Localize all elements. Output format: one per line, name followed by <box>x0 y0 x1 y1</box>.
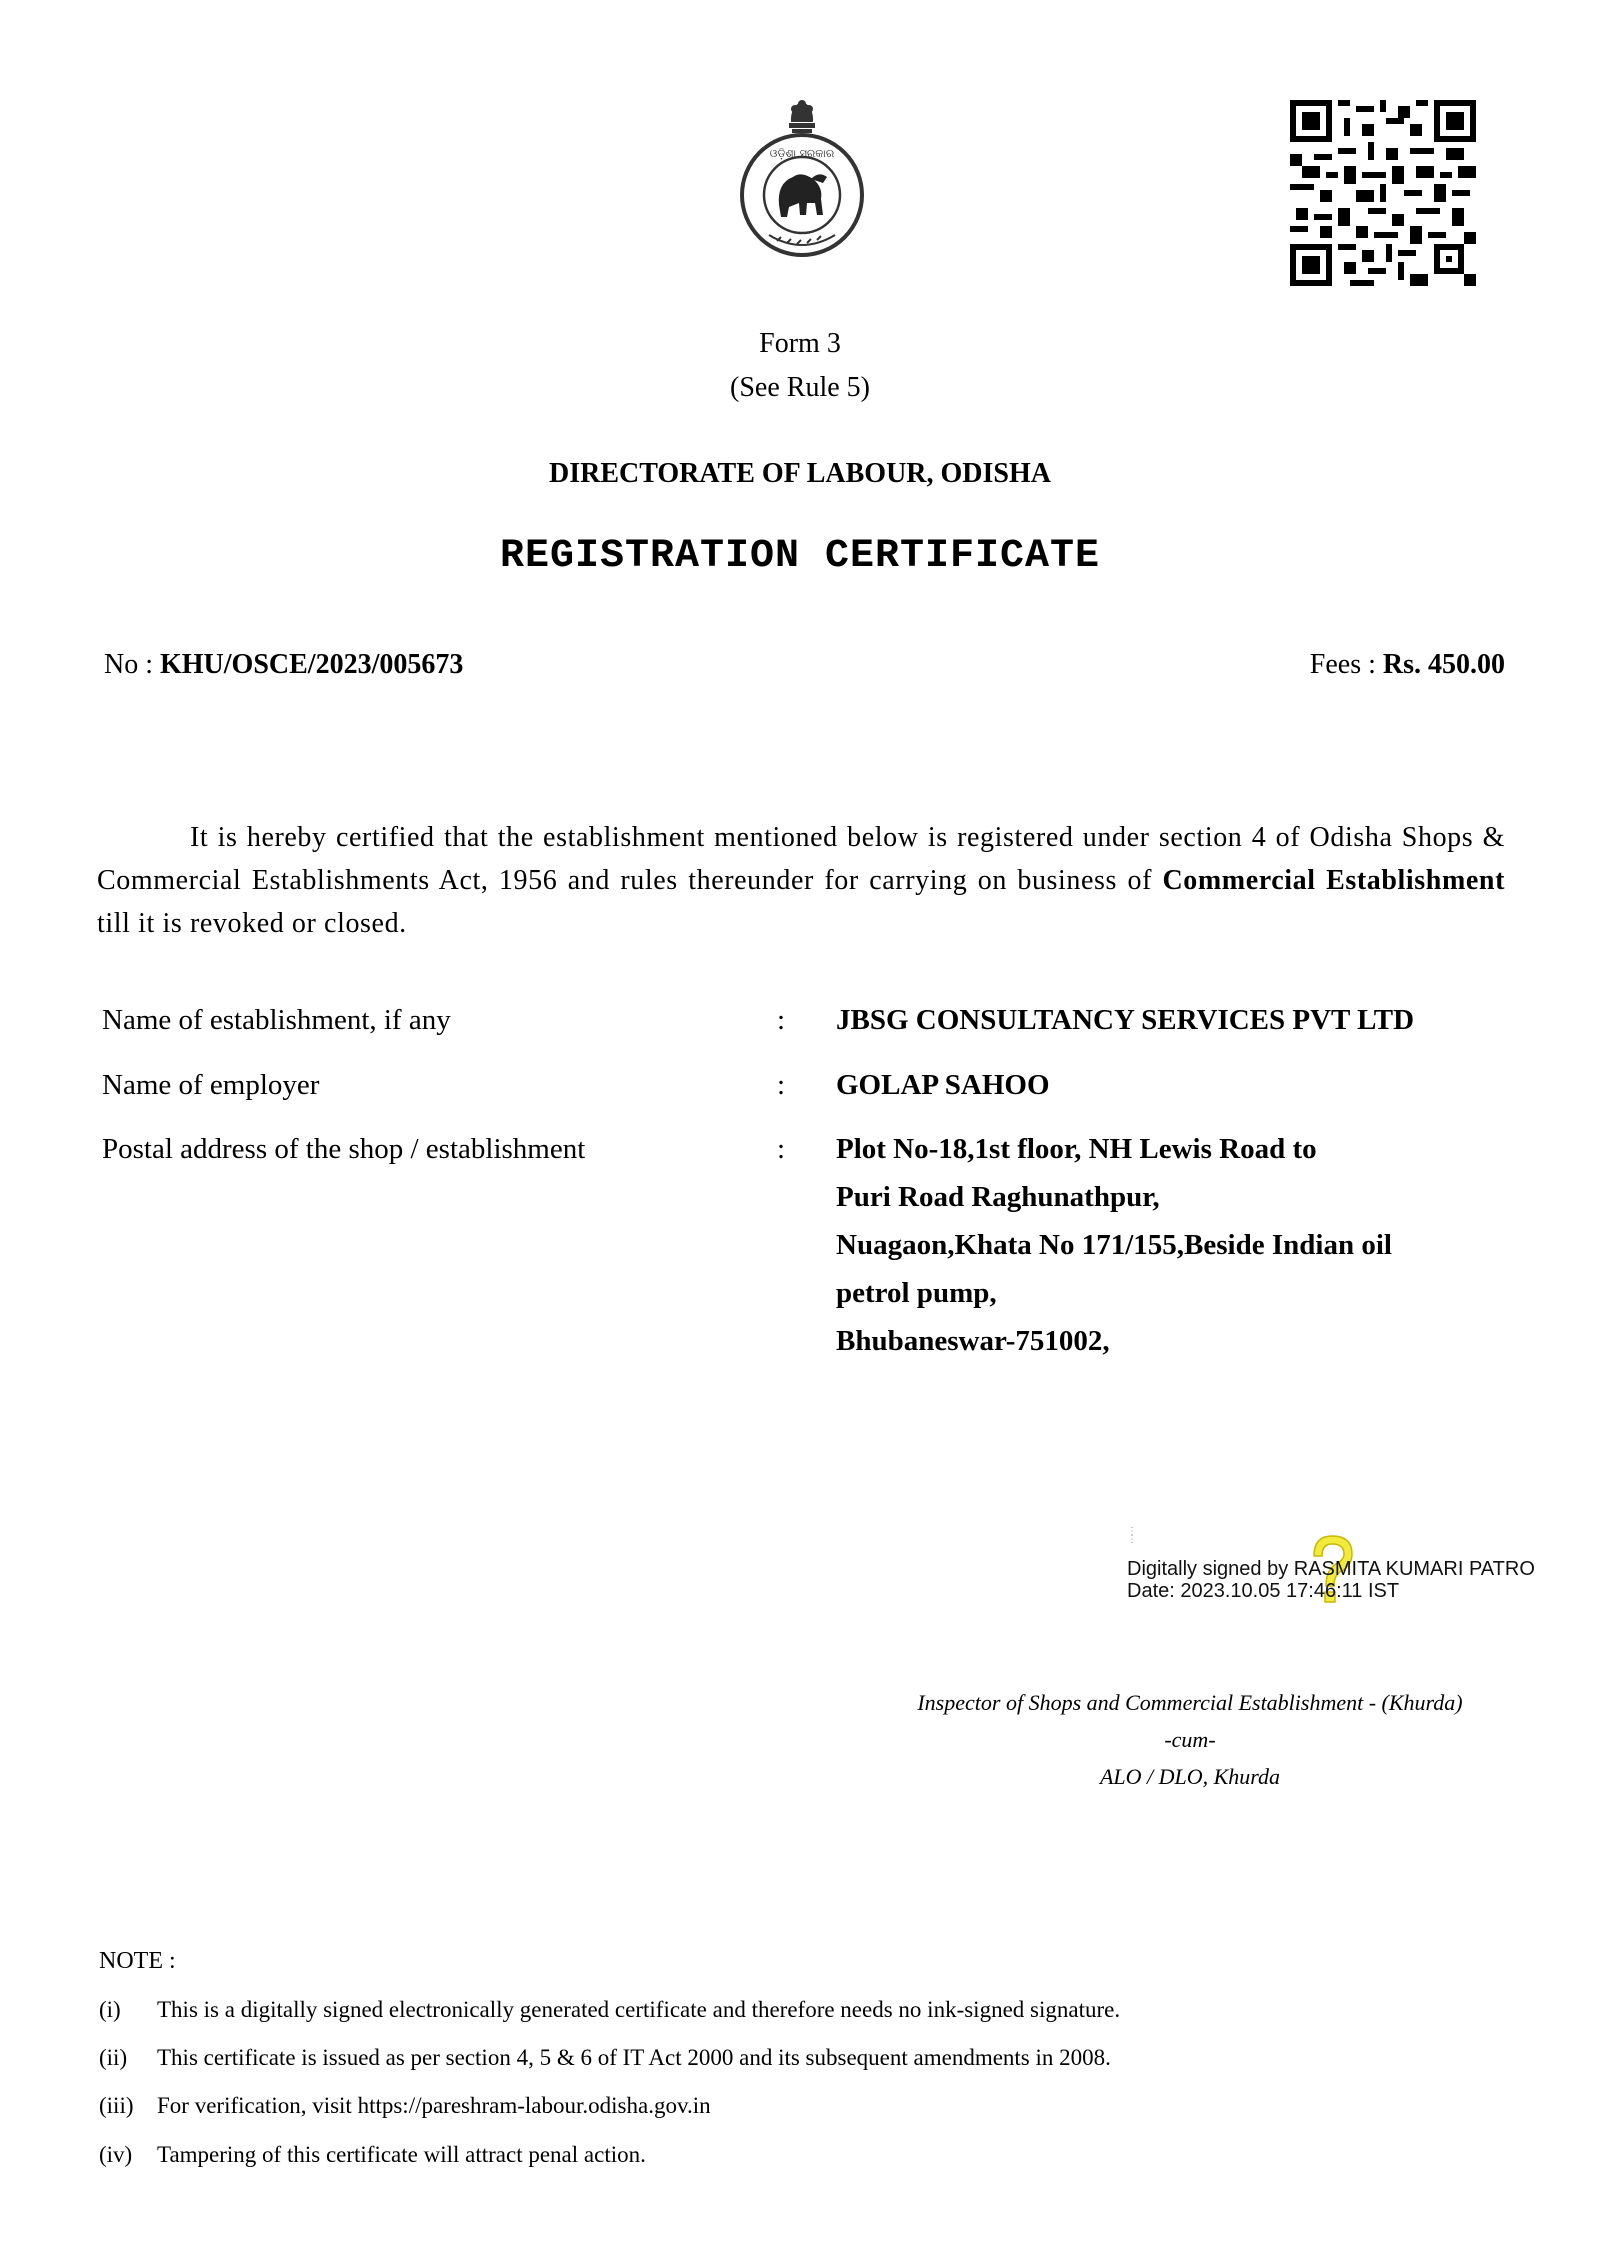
address-line: Plot No-18,1st floor, NH Lewis Road to <box>836 1133 1317 1165</box>
certificate-number-label: No : <box>104 649 160 680</box>
note-number: (iv) <box>99 2142 133 2167</box>
statement-tail: till it is revoked or closed. <box>97 908 407 939</box>
form-number: Form 3 <box>759 328 841 359</box>
note-text: This certificate is issued as per section 4, 5 & 6 of IT Act 2000 and its subsequent amendments in 2008. <box>157 2045 1111 2070</box>
statement-text: It is hereby certified that the establishment mentioned below is registered under section 4 of Odisha Shops & Commercial Establishments Act, 1956 and rules thereunder for carrying on business of <box>97 822 1505 896</box>
notes-heading: NOTE : <box>99 1948 176 1974</box>
note-text: This is a digitally signed electronically generated certificate and therefore needs no ink-signed signature. <box>157 1997 1121 2022</box>
signature-text <box>1127 1558 1535 1602</box>
inspector-cum: -cum- <box>1164 1727 1216 1752</box>
establishment-name-label: Name of establishment, if any <box>102 1004 451 1036</box>
qr-code-icon <box>1290 100 1476 286</box>
certificate-number-value: KHU/OSCE/2023/005673 <box>160 649 464 680</box>
inspector-office: ALO / DLO, Khurda <box>1099 1764 1281 1789</box>
note-item <box>99 1997 1120 2023</box>
note-text: For verification, visit https://pareshram-labour.odisha.gov.in <box>157 2093 711 2118</box>
certificate-number <box>104 649 463 681</box>
note-number: (iii) <box>99 2093 134 2118</box>
note-number: (i) <box>99 1997 121 2022</box>
issuing-authority: DIRECTORATE OF LABOUR, ODISHA <box>548 458 1051 489</box>
signature-dots: ⋮ ⋮ <box>1127 1526 1137 1545</box>
postal-address-value <box>836 1125 1536 1365</box>
business-type: Commercial Establishment <box>1162 865 1506 896</box>
inspector-designation: Inspector of Shops and Commercial Establishment - (Khurda) <box>917 1690 1463 1715</box>
note-text: Tampering of this certificate will attract penal action. <box>157 2142 646 2167</box>
form-rule-reference: (See Rule 5) <box>730 372 870 403</box>
address-line: petrol pump, <box>836 1277 997 1309</box>
note-item <box>99 2142 646 2168</box>
separator-colon: : <box>777 1069 786 1101</box>
signer-name: Digitally signed by RASMITA KUMARI PATRO <box>1127 1558 1535 1580</box>
certificate-fees <box>1310 649 1505 681</box>
employer-name-label: Name of employer <box>102 1069 320 1101</box>
fees-value: Rs. 450.00 <box>1382 649 1505 680</box>
separator-colon: : <box>777 1133 786 1165</box>
postal-address-label: Postal address of the shop / establishment <box>102 1133 586 1165</box>
fees-label: Fees : <box>1309 649 1383 680</box>
svg-text:ଓଡ଼ିଶା ସରକାର: ଓଡ଼ିଶା ସରକାର <box>769 147 835 160</box>
digital-signature[interactable] <box>1127 1528 1587 1628</box>
separator-colon: : <box>777 1004 786 1036</box>
address-line: Nuagaon,Khata No 171/155,Beside Indian oil <box>836 1229 1392 1261</box>
note-item <box>99 2045 1111 2071</box>
odisha-state-emblem-icon <box>727 95 877 265</box>
note-number: (ii) <box>99 2045 128 2070</box>
note-item <box>99 2093 711 2119</box>
address-line: Bhubaneswar-751002, <box>836 1325 1110 1357</box>
establishment-name-value: JBSG CONSULTANCY SERVICES PVT LTD <box>836 1004 1415 1036</box>
certification-statement <box>97 816 1505 945</box>
address-line: Puri Road Raghunathpur, <box>836 1181 1160 1213</box>
signature-date: Date: 2023.10.05 17:46:11 IST <box>1127 1580 1400 1602</box>
certificate-title: REGISTRATION CERTIFICATE <box>499 534 1101 579</box>
employer-name-value: GOLAP SAHOO <box>836 1069 1050 1101</box>
